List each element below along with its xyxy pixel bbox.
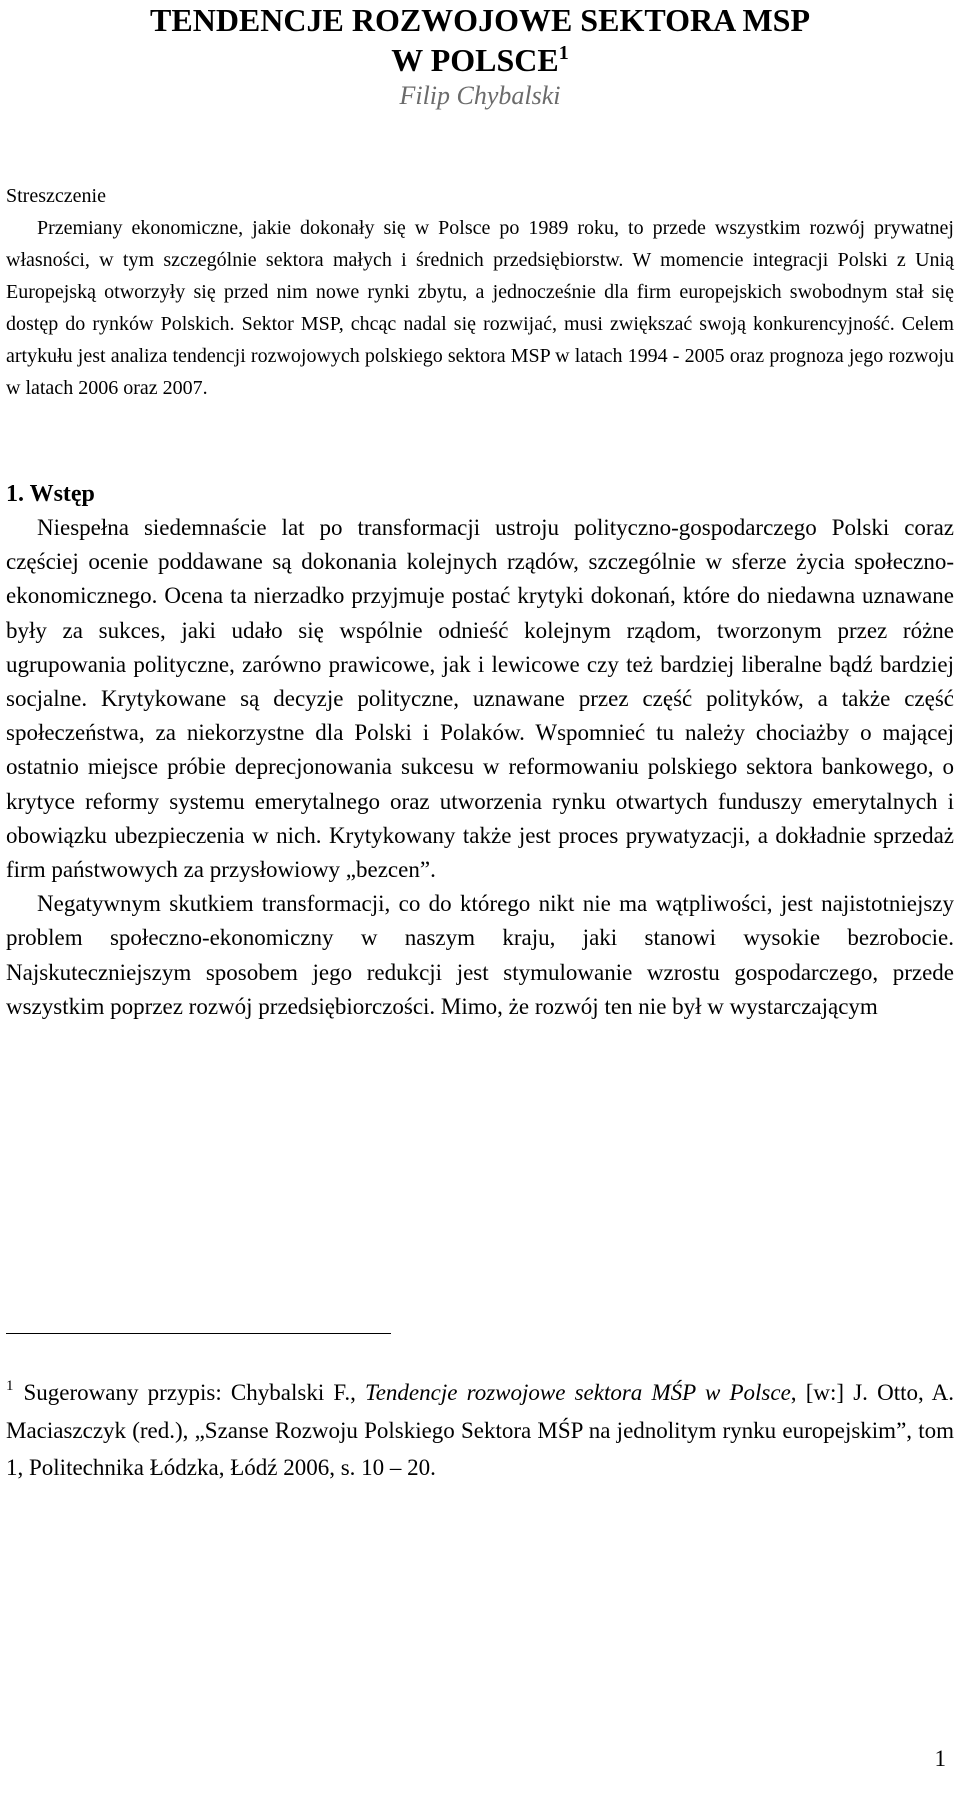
section-introduction — [6, 477, 954, 1024]
footnote-italic-title: Tendencje rozwojowe sektora MŚP w Polsce — [365, 1380, 791, 1405]
footnote-divider — [6, 1333, 391, 1334]
footnote-text-after: , [w:] J. Otto, A. Maciaszczyk (red.), „Szanse Rozwoju Polskiego Sektora MŚP na jednolitym rynku europejskim”, tom 1, Politechnika Łódzka, Łódź 2006, s. 10 – 20. — [6, 1380, 954, 1481]
document-title — [0, 0, 960, 80]
title-line-1: TENDENCJE ROZWOJOWE SEKTORA MSP — [150, 2, 810, 38]
abstract-text: Przemiany ekonomiczne, jakie dokonały się w Polsce po 1989 roku, to przede wszystkim rozwój prywatnej własności, w tym szczególnie sektora małych i średnich przedsiębiorstw. W momencie integracji Polski z Unią Europejską otworzyły się przed nim nowe rynki zbytu, a jednocześnie dla firm europejskich swobodnym stał się dostęp do rynków Polskich. Sektor MSP, chcąc nadal się rozwijać, musi zwiększać swoją konkurencyjność. Celem artykułu jest analiza tendencji rozwojowych polskiego sektora MSP w latach 1994 - 2005 oraz prognoza jego rozwoju w latach 2006 oraz 2007. — [6, 217, 954, 399]
title-footnote-ref: 1 — [558, 42, 569, 64]
footnote — [6, 1374, 954, 1487]
footnote-text-before: Sugerowany przypis: Chybalski F., — [23, 1380, 366, 1405]
paragraph-1: Niespełna siedemnaście lat po transformacji ustroju polityczno-gospodarczego Polski coraz częściej ocenie poddawane są dokonania kolejnych rządów, szczególnie w sferze życia społeczno-ekonomicznego. Ocena ta nierzadko przyjmuje postać krytyki dokonań, które do niedawna uznawane były za sukces, jaki udało się wspólnie odnieść kolejnym rządom, tworzonym przez różne ugrupowania polityczne, zarówno prawicowe, jak i lewicowe czy też bardziej liberalne bądź bardziej socjalne. Krytykowane są decyzje polityczne, uznawane przez część polityków, a także część społeczeństwa, za niekorzystne dla Polski i Polaków. Wspomnieć tu należy chociażby o mającej ostatnio miejsce próbie deprecjonowania sukcesu w reformowaniu polskiego sektora bankowego, o krytyce reformy systemu emerytalnego oraz utworzenia rynku otwartych funduszy emerytalnych i obowiązku ubezpieczenia w nich. Krytykowany także jest proces prywatyzacji, a dokładnie sprzedaż firm państwowych za przysłowiowy „bezcen”. — [6, 515, 954, 883]
page-number: 1 — [934, 1746, 946, 1771]
abstract-label: Streszczenie — [6, 185, 106, 207]
title-line-2-text: W POLSCE — [391, 42, 559, 78]
paragraph-2: Negatywnym skutkiem transformacji, co do którego nikt nie ma wątpliwości, jest najistotniejszy problem społeczno-ekonomiczny w naszym kraju, jaki stanowi wysokie bezrobocie. Najskuteczniejszym sposobem jego redukcji jest stymulowanie wzrostu gospodarczego, przede wszystkim poprzez rozwój przedsiębiorczości. Mimo, że rozwój ten nie był w wystarczającym — [6, 891, 954, 1019]
abstract-section — [6, 180, 954, 404]
title-line-2 — [0, 40, 960, 80]
section-heading: 1. Wstęp — [6, 481, 95, 507]
author-name: Filip Chybalski — [399, 81, 561, 110]
footnote-number: 1 — [6, 1378, 14, 1394]
